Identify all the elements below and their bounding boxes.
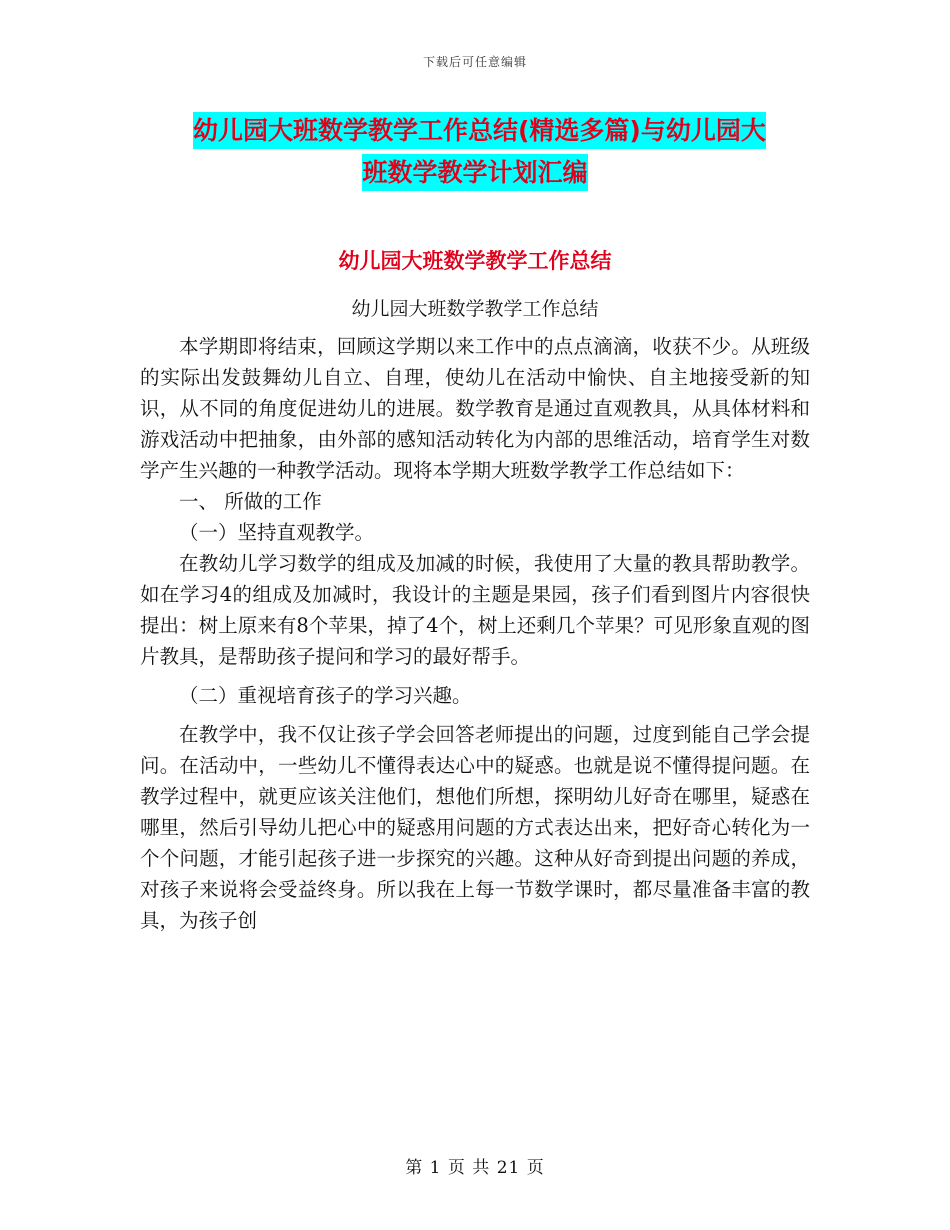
title-line-2: 班数学教学计划汇编 <box>0 148 950 198</box>
page-footer: 第 1 页 共 21 页 <box>405 1158 545 1178</box>
section-heading: 幼儿园大班数学教学工作总结 <box>338 249 612 273</box>
header-note: 下载后可任意编辑 <box>422 55 527 69</box>
body-text <box>140 331 810 936</box>
paragraph: 本学期即将结束，回顾这学期以来工作中的点点滴滴，收获不少。从班级的实际出发鼓舞幼儿自立、自理，使幼儿在活动中愉快、自主地接受新的知识，从不同的角度促进幼儿的进展。数学教育是通过直观教具，从具体材料和游戏活动中把抽象，由外部的感知活动转化为内部的思维活动，培育学生对数学产生兴趣的一种教学活动。现将本学期大班数学教学工作总结如下： <box>140 335 810 482</box>
paragraph: （二）重视培育孩子的学习兴趣。 <box>179 684 472 707</box>
paragraph: 在教幼儿学习数学的组成及加减的时候，我使用了大量的教具帮助教学。如在学习4的组成及加减时，我设计的主题是果园，孩子们看到图片内容很快提出：树上原来有8个苹果，掉了4个，树上还剩几个苹果？可见形象直观的图片教具，是帮助孩子提问和学习的最好帮手。 <box>140 552 810 668</box>
sub-heading: 幼儿园大班数学教学工作总结 <box>351 298 599 320</box>
paragraph: （一）坚持直观教学。 <box>179 521 375 544</box>
title-line-1: 幼儿园大班数学教学工作总结(精选多篇)与幼儿园大 <box>193 106 863 156</box>
paragraph: 一、 所做的工作 <box>179 490 322 513</box>
paragraph: 在教学中，我不仅让孩子学会回答老师提出的问题，过度到能自己学会提问。在活动中，一些幼儿不懂得表达心中的疑惑。也就是说不懂得提问题。在教学过程中，就更应该关注他们，想他们所想，探明幼儿好奇在哪里，疑惑在哪里，然后引导幼儿把心中的疑惑用问题的方式表达出来，把好奇心转化为一个个问题，才能引起孩子进一步探究的兴趣。这种从好奇到提出问题的养成，对孩子来说将会受益终身。所以我在上每一节数学课时，都尽量准备丰富的教具，为孩子创 <box>140 723 810 932</box>
